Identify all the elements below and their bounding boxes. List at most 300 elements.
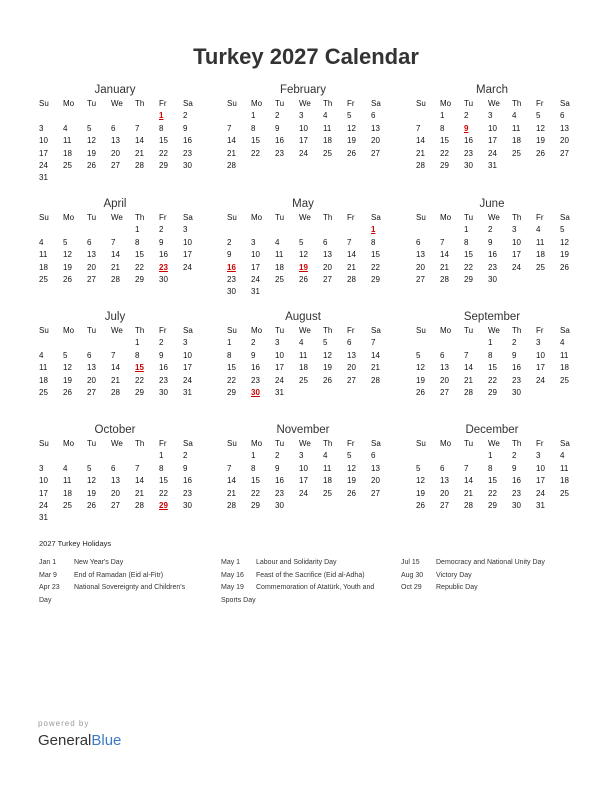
holiday-name: Democracy and National Unity Day <box>436 559 545 566</box>
weekday-header: Fr <box>159 439 167 448</box>
day-cell: 28 <box>111 387 120 397</box>
day-cell: 5 <box>87 463 92 473</box>
empty-cell <box>87 110 111 122</box>
day-cell: 7 <box>371 338 376 348</box>
day-cell: 9 <box>512 463 517 473</box>
day-cell: 1 <box>227 338 232 348</box>
day-cell: 7 <box>111 350 116 360</box>
day-cell: 3 <box>536 338 541 348</box>
day-cell: 28 <box>135 160 144 170</box>
day-cell: 30 <box>488 274 497 284</box>
empty-cell <box>251 224 275 236</box>
day-cell: 22 <box>251 148 260 158</box>
day-cell: 5 <box>87 123 92 133</box>
day-cell: 22 <box>251 488 260 498</box>
day-cell: 26 <box>63 274 72 284</box>
day-cell: 13 <box>371 463 380 473</box>
month-march <box>416 82 576 172</box>
day-cell: 13 <box>347 350 356 360</box>
holiday-row <box>39 582 201 595</box>
page-title: Turkey 2027 Calendar <box>193 44 419 69</box>
holiday-name: New Year's Day <box>74 559 124 566</box>
brand-general-text: General <box>38 732 92 749</box>
empty-cell <box>39 224 63 236</box>
month-april <box>39 196 199 286</box>
weekday-header: Th <box>135 326 145 335</box>
day-cell: 26 <box>536 148 545 158</box>
weekday-header: Su <box>416 99 426 108</box>
day-cell: 6 <box>440 350 445 360</box>
day-cell: 21 <box>135 148 144 158</box>
day-cell: 14 <box>440 250 449 260</box>
day-cell: 12 <box>560 237 569 247</box>
month-grid <box>39 438 199 525</box>
month-name: August <box>285 311 321 323</box>
day-cell: 5 <box>299 237 304 247</box>
weekday-header: Fr <box>347 99 355 108</box>
day-cell: 10 <box>299 123 308 133</box>
month-name: May <box>292 198 314 210</box>
day-cell: 30 <box>183 160 192 170</box>
month-june <box>416 196 576 286</box>
day-cell: 3 <box>39 463 44 473</box>
day-cell: 4 <box>560 451 565 461</box>
month-name: July <box>104 311 126 323</box>
weekday-header: Mo <box>251 213 263 222</box>
day-cell: 9 <box>183 463 188 473</box>
day-cell: 11 <box>536 237 545 247</box>
day-cell: 31 <box>536 500 545 510</box>
holiday-row <box>221 557 393 570</box>
day-cell: 4 <box>63 123 68 133</box>
day-cell: 1 <box>135 225 140 235</box>
weekday-header: Fr <box>159 213 167 222</box>
day-cell: 12 <box>63 363 72 373</box>
day-cell: 25 <box>63 160 72 170</box>
day-cell: 2 <box>159 225 164 235</box>
day-cell: 17 <box>536 476 545 486</box>
day-cell: 8 <box>251 123 256 133</box>
day-cell: 31 <box>251 287 260 297</box>
day-cell: 31 <box>275 387 284 397</box>
day-cell: 10 <box>39 476 48 486</box>
weekday-header: Sa <box>371 99 381 108</box>
weekday-header: Mo <box>63 326 75 335</box>
day-cell: 22 <box>159 148 168 158</box>
weekday-header: Sa <box>371 439 381 448</box>
day-cell: 20 <box>87 375 96 385</box>
day-cell: 23 <box>464 148 473 158</box>
day-cell: 19 <box>416 375 425 385</box>
month-september <box>416 309 576 399</box>
day-cell: 31 <box>39 513 48 523</box>
day-cell: 22 <box>440 148 449 158</box>
day-cell: 8 <box>135 237 140 247</box>
weekday-header: We <box>488 99 500 108</box>
holiday-column <box>221 557 393 607</box>
weekday-header: Sa <box>371 213 381 222</box>
day-cell: 12 <box>416 476 425 486</box>
day-cell: 23 <box>488 262 497 272</box>
day-cell: 24 <box>183 262 192 272</box>
day-cell: 30 <box>183 500 192 510</box>
day-cell: 8 <box>135 350 140 360</box>
weekday-header: Tu <box>87 99 97 108</box>
day-cell: 20 <box>111 488 120 498</box>
day-cell: 8 <box>488 463 493 473</box>
day-cell: 23 <box>275 488 284 498</box>
day-cell: 26 <box>87 500 96 510</box>
day-cell: 28 <box>371 375 380 385</box>
day-cell: 24 <box>183 375 192 385</box>
day-cell: 9 <box>159 350 164 360</box>
day-cell: 12 <box>347 463 356 473</box>
day-cell: 28 <box>227 500 236 510</box>
day-cell: 27 <box>87 387 96 397</box>
weekday-header: Th <box>135 99 145 108</box>
day-cell: 23 <box>183 488 192 498</box>
day-cell: 29 <box>488 387 497 397</box>
day-cell: 6 <box>87 237 92 247</box>
generalblue-logo[interactable] <box>38 732 121 749</box>
empty-cell <box>135 110 159 122</box>
day-cell: 2 <box>159 338 164 348</box>
empty-cell <box>87 224 111 236</box>
day-cell: 12 <box>87 136 96 146</box>
day-cell: 27 <box>560 148 569 158</box>
empty-cell <box>440 337 464 349</box>
day-cell: 10 <box>536 350 545 360</box>
day-cell: 1 <box>440 111 445 121</box>
day-cell: 19 <box>347 136 356 146</box>
weekday-header: Su <box>416 439 426 448</box>
day-cell: 10 <box>536 463 545 473</box>
brand-blue-text: Blue <box>91 732 122 749</box>
day-cell: 21 <box>440 262 449 272</box>
day-cell: 14 <box>227 476 236 486</box>
empty-cell <box>39 110 63 122</box>
month-name: April <box>103 198 127 210</box>
powered-by-label: powered by <box>38 719 90 728</box>
day-cell: 17 <box>488 136 497 146</box>
day-cell: 30 <box>159 387 168 397</box>
day-cell: 27 <box>371 148 380 158</box>
day-cell: 19 <box>63 375 72 385</box>
day-cell: 24 <box>275 375 284 385</box>
weekday-header: Mo <box>63 439 75 448</box>
day-cell: 2 <box>275 111 280 121</box>
day-cell: 8 <box>488 350 493 360</box>
day-cell: 10 <box>512 237 521 247</box>
day-cell: 4 <box>39 350 44 360</box>
weekday-header: Sa <box>183 439 193 448</box>
day-cell: 10 <box>488 123 497 133</box>
day-cell: 11 <box>323 123 332 133</box>
day-cell: 6 <box>111 123 116 133</box>
holiday-date: Oct 29 <box>401 584 422 592</box>
empty-cell <box>299 224 323 236</box>
weekday-header: Tu <box>275 213 285 222</box>
day-cell: 13 <box>560 123 569 133</box>
day-cell: 2 <box>183 111 188 121</box>
day-cell: 9 <box>183 123 188 133</box>
day-cell: 10 <box>299 463 308 473</box>
day-cell: 18 <box>323 136 332 146</box>
day-cell: 17 <box>275 363 284 373</box>
day-cell: 11 <box>323 463 332 473</box>
month-grid <box>416 325 576 399</box>
day-cell: 20 <box>347 363 356 373</box>
day-cell: 15 <box>440 136 449 146</box>
day-cell: 21 <box>135 488 144 498</box>
day-cell: 2 <box>488 225 493 235</box>
day-cell: 3 <box>488 111 493 121</box>
weekday-header: We <box>488 213 500 222</box>
weekday-header: Mo <box>63 99 75 108</box>
holiday-name: Feast of the Sacrifice (Eid al-Adha) <box>256 571 365 579</box>
day-cell: 11 <box>560 350 569 360</box>
month-grid <box>227 325 387 399</box>
day-cell: 22 <box>135 262 144 272</box>
holiday-row <box>221 582 393 595</box>
day-cell: 1 <box>464 225 469 235</box>
day-cell: 11 <box>299 350 308 360</box>
day-cell: 2 <box>464 111 469 121</box>
weekday-header: Sa <box>560 213 570 222</box>
day-cell: 28 <box>464 387 473 397</box>
empty-cell <box>111 110 135 122</box>
day-cell: 24 <box>536 488 545 498</box>
day-cell: 20 <box>323 262 332 272</box>
holiday-date: Jan 1 <box>39 559 57 566</box>
day-cell: 9 <box>464 123 469 133</box>
holiday-row <box>221 570 393 583</box>
day-cell: 27 <box>87 274 96 284</box>
day-cell: 26 <box>560 262 569 272</box>
day-cell: 15 <box>488 476 497 486</box>
day-cell: 16 <box>512 363 521 373</box>
day-cell: 29 <box>488 500 497 510</box>
day-cell: 15 <box>251 476 260 486</box>
day-cell: 14 <box>416 136 425 146</box>
weekday-header: Th <box>512 326 522 335</box>
day-cell: 17 <box>39 488 48 498</box>
day-cell: 25 <box>323 148 332 158</box>
day-cell: 12 <box>63 250 72 260</box>
day-cell: 30 <box>464 160 473 170</box>
empty-cell <box>227 224 251 236</box>
day-cell: 9 <box>227 250 232 260</box>
day-cell: 27 <box>347 375 356 385</box>
weekday-header: Su <box>39 439 49 448</box>
day-cell: 12 <box>416 363 425 373</box>
weekday-header: Th <box>323 439 333 448</box>
day-cell: 19 <box>416 488 425 498</box>
day-cell: 23 <box>512 488 521 498</box>
weekday-header: Mo <box>251 326 263 335</box>
holiday-row <box>401 557 566 570</box>
day-cell: 19 <box>347 476 356 486</box>
day-cell: 24 <box>39 500 48 510</box>
day-cell: 5 <box>347 451 352 461</box>
month-july <box>39 309 199 399</box>
holiday-date: Apr 23 <box>39 584 60 592</box>
weekday-header: We <box>299 213 311 222</box>
month-name: March <box>476 84 508 96</box>
day-cell: 17 <box>512 250 521 260</box>
day-cell: 11 <box>39 250 48 260</box>
weekday-header: Tu <box>275 99 285 108</box>
day-cell: 19 <box>323 363 332 373</box>
day-cell: 9 <box>488 237 493 247</box>
holiday-name: Labour and Solidarity Day <box>256 559 337 566</box>
day-cell: 6 <box>560 111 565 121</box>
day-cell: 5 <box>347 111 352 121</box>
month-grid <box>227 438 387 512</box>
day-cell: 30 <box>251 387 260 397</box>
day-cell: 10 <box>183 350 192 360</box>
empty-cell <box>63 450 87 462</box>
day-cell: 3 <box>275 338 280 348</box>
day-cell: 10 <box>183 237 192 247</box>
day-cell: 7 <box>416 123 421 133</box>
day-cell: 17 <box>299 476 308 486</box>
day-cell: 9 <box>275 463 280 473</box>
empty-cell <box>440 224 464 236</box>
day-cell: 14 <box>135 136 144 146</box>
day-cell: 21 <box>227 488 236 498</box>
day-cell: 20 <box>440 375 449 385</box>
weekday-header: Fr <box>159 99 167 108</box>
day-cell: 10 <box>39 136 48 146</box>
day-cell: 3 <box>251 237 256 247</box>
day-cell: 16 <box>275 136 284 146</box>
holiday-row <box>401 570 566 583</box>
weekday-header: Sa <box>183 213 193 222</box>
day-cell: 13 <box>440 363 449 373</box>
day-cell: 27 <box>440 387 449 397</box>
day-cell: 29 <box>159 160 168 170</box>
day-cell: 5 <box>63 237 68 247</box>
day-cell: 11 <box>39 363 48 373</box>
day-cell: 6 <box>416 237 421 247</box>
holiday-name: Republic Day <box>436 584 478 592</box>
day-cell: 30 <box>512 500 521 510</box>
weekday-header: Th <box>512 213 522 222</box>
month-grid <box>416 212 576 286</box>
day-cell: 14 <box>135 476 144 486</box>
day-cell: 28 <box>464 500 473 510</box>
weekday-header: Su <box>39 99 49 108</box>
day-cell: 31 <box>488 160 497 170</box>
day-cell: 28 <box>227 160 236 170</box>
day-cell: 4 <box>299 338 304 348</box>
weekday-header: Su <box>227 213 237 222</box>
empty-cell <box>63 224 87 236</box>
day-cell: 5 <box>536 111 541 121</box>
weekday-header: Tu <box>464 213 474 222</box>
day-cell: 25 <box>299 375 308 385</box>
weekday-header: Mo <box>440 439 452 448</box>
day-cell: 6 <box>323 237 328 247</box>
month-grid <box>39 98 199 185</box>
weekday-header: Tu <box>87 213 97 222</box>
empty-cell <box>111 450 135 462</box>
day-cell: 25 <box>560 488 569 498</box>
day-cell: 13 <box>323 250 332 260</box>
day-cell: 18 <box>536 250 545 260</box>
holiday-date: May 19 <box>221 584 244 592</box>
holiday-column <box>401 557 566 595</box>
weekday-header: Tu <box>464 326 474 335</box>
month-december <box>416 422 576 512</box>
holiday-name: End of Ramadan (Eid al-Fitr) <box>74 571 164 579</box>
holiday-date: Aug 30 <box>401 571 424 579</box>
day-cell: 22 <box>488 488 497 498</box>
weekday-header: Su <box>227 439 237 448</box>
day-cell: 13 <box>87 250 96 260</box>
day-cell: 28 <box>111 274 120 284</box>
day-cell: 28 <box>347 274 356 284</box>
empty-cell <box>416 224 440 236</box>
day-cell: 24 <box>512 262 521 272</box>
day-cell: 23 <box>275 148 284 158</box>
day-cell: 29 <box>251 500 260 510</box>
day-cell: 15 <box>159 476 168 486</box>
day-cell: 7 <box>111 237 116 247</box>
weekday-header: We <box>111 439 123 448</box>
day-cell: 18 <box>39 375 48 385</box>
day-cell: 20 <box>371 476 380 486</box>
day-cell: 6 <box>440 463 445 473</box>
empty-cell <box>87 337 111 349</box>
day-cell: 3 <box>512 225 517 235</box>
weekday-header: Su <box>227 326 237 335</box>
day-cell: 23 <box>183 148 192 158</box>
day-cell: 26 <box>347 488 356 498</box>
day-cell: 19 <box>299 262 308 272</box>
day-cell: 15 <box>488 363 497 373</box>
month-name: February <box>279 84 327 96</box>
weekday-header: Th <box>512 439 522 448</box>
day-cell: 1 <box>159 451 164 461</box>
day-cell: 27 <box>111 500 120 510</box>
day-cell: 2 <box>183 451 188 461</box>
day-cell: 14 <box>111 250 120 260</box>
holiday-date: May 1 <box>221 559 241 566</box>
day-cell: 22 <box>488 375 497 385</box>
day-cell: 22 <box>464 262 473 272</box>
day-cell: 4 <box>560 338 565 348</box>
weekday-header: We <box>299 439 311 448</box>
month-grid <box>227 98 387 172</box>
day-cell: 13 <box>371 123 380 133</box>
day-cell: 15 <box>135 250 144 260</box>
empty-cell <box>440 450 464 462</box>
weekday-header: We <box>111 99 123 108</box>
day-cell: 23 <box>159 375 168 385</box>
month-grid <box>39 325 199 399</box>
day-cell: 21 <box>464 488 473 498</box>
weekday-header: Tu <box>87 326 97 335</box>
empty-cell <box>227 450 251 462</box>
day-cell: 29 <box>135 387 144 397</box>
day-cell: 1 <box>488 338 493 348</box>
day-cell: 13 <box>416 250 425 260</box>
day-cell: 21 <box>371 363 380 373</box>
day-cell: 29 <box>464 274 473 284</box>
day-cell: 16 <box>183 136 192 146</box>
